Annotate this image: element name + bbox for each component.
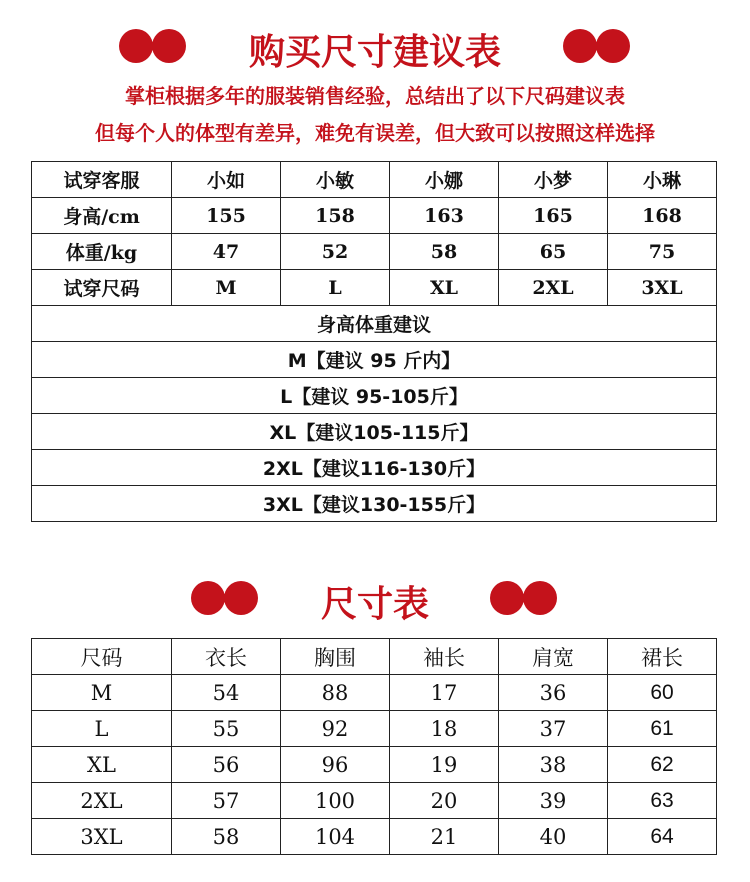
header-cell: 袖长 xyxy=(390,639,499,675)
size-table xyxy=(31,638,717,855)
table-cell: 100 xyxy=(281,783,390,819)
table-cell: 18 xyxy=(390,711,499,747)
table-cell: M xyxy=(172,270,281,306)
table-cell: 37 xyxy=(499,711,608,747)
header-cell: 小琳 xyxy=(608,162,717,198)
table-cell: 58 xyxy=(172,819,281,855)
table-cell: 54 xyxy=(172,675,281,711)
table-cell: 17 xyxy=(390,675,499,711)
table-cell: 158 xyxy=(281,198,390,234)
table-cell: 163 xyxy=(390,198,499,234)
table-row xyxy=(32,747,717,783)
size-chart-heading xyxy=(0,568,750,628)
intro-note: 掌柜根据多年的服装销售经验，总结出了以下尺码建议表 xyxy=(125,84,625,108)
decorative-dot xyxy=(523,581,557,615)
table-row xyxy=(32,783,717,819)
table-cell: 55 xyxy=(172,711,281,747)
table-cell: 64 xyxy=(608,819,717,855)
table-cell: 39 xyxy=(499,783,608,819)
suggestion-row: L【建议 95-105斤】 xyxy=(32,378,717,414)
table-cell: 61 xyxy=(608,711,717,747)
table-cell: M xyxy=(32,675,172,711)
decorative-dot xyxy=(490,581,524,615)
table-row xyxy=(32,162,717,198)
suggestion-row: 2XL【建议116-130斤】 xyxy=(32,450,717,486)
table-cell: 2XL xyxy=(499,270,608,306)
row-label: 试穿尺码 xyxy=(32,270,172,306)
table-cell: XL xyxy=(32,747,172,783)
table-cell: 168 xyxy=(608,198,717,234)
table-cell: 56 xyxy=(172,747,281,783)
decorative-dot xyxy=(563,29,597,63)
table-cell: 63 xyxy=(608,783,717,819)
table-row xyxy=(32,342,717,378)
table-row xyxy=(32,306,717,342)
table-cell: 36 xyxy=(499,675,608,711)
header-cell: 试穿客服 xyxy=(32,162,172,198)
table-cell: 47 xyxy=(172,234,281,270)
header-cell: 小敏 xyxy=(281,162,390,198)
size-advice-heading xyxy=(0,16,750,76)
table-cell: 58 xyxy=(390,234,499,270)
table-cell: 62 xyxy=(608,747,717,783)
table-row xyxy=(32,234,717,270)
header-cell: 肩宽 xyxy=(499,639,608,675)
header-cell: 小梦 xyxy=(499,162,608,198)
table-cell: 19 xyxy=(390,747,499,783)
table-cell: 3XL xyxy=(608,270,717,306)
table-cell: 92 xyxy=(281,711,390,747)
intro-note: 但每个人的体型有差异，难免有误差，但大致可以按照这样选择 xyxy=(95,121,655,145)
table-cell: 20 xyxy=(390,783,499,819)
table-cell: 2XL xyxy=(32,783,172,819)
header-cell: 尺码 xyxy=(32,639,172,675)
table-cell: 52 xyxy=(281,234,390,270)
table-row xyxy=(32,639,717,675)
header-cell: 小娜 xyxy=(390,162,499,198)
table-cell: 65 xyxy=(499,234,608,270)
row-label: 身高/cm xyxy=(32,198,172,234)
table-cell: 88 xyxy=(281,675,390,711)
header-cell: 衣长 xyxy=(172,639,281,675)
heading-title: 购买尺寸建议表 xyxy=(248,31,501,73)
table-row xyxy=(32,675,717,711)
table-cell: 3XL xyxy=(32,819,172,855)
suggestion-title: 身高体重建议 xyxy=(32,306,717,342)
table-row xyxy=(32,486,717,522)
row-label: 体重/kg xyxy=(32,234,172,270)
decorative-dot xyxy=(596,29,630,63)
table-cell: 155 xyxy=(172,198,281,234)
table-cell: 104 xyxy=(281,819,390,855)
table-cell: 165 xyxy=(499,198,608,234)
table-row xyxy=(32,414,717,450)
table-row xyxy=(32,198,717,234)
table-row xyxy=(32,378,717,414)
heading-title: 尺寸表 xyxy=(320,583,429,625)
table-cell: L xyxy=(32,711,172,747)
table-cell: 57 xyxy=(172,783,281,819)
suggestion-row: 3XL【建议130-155斤】 xyxy=(32,486,717,522)
table-row xyxy=(32,270,717,306)
table-cell: XL xyxy=(390,270,499,306)
suggestion-row: M【建议 95 斤内】 xyxy=(32,342,717,378)
table-cell: 60 xyxy=(608,675,717,711)
header-cell: 裙长 xyxy=(608,639,717,675)
table-cell: L xyxy=(281,270,390,306)
table-cell: 38 xyxy=(499,747,608,783)
table-cell: 75 xyxy=(608,234,717,270)
table-cell: 96 xyxy=(281,747,390,783)
table-row xyxy=(32,450,717,486)
fit-table xyxy=(31,161,717,522)
table-row xyxy=(32,711,717,747)
header-cell: 小如 xyxy=(172,162,281,198)
table-row xyxy=(32,819,717,855)
header-cell: 胸围 xyxy=(281,639,390,675)
table-cell: 21 xyxy=(390,819,499,855)
suggestion-row: XL【建议105-115斤】 xyxy=(32,414,717,450)
table-cell: 40 xyxy=(499,819,608,855)
